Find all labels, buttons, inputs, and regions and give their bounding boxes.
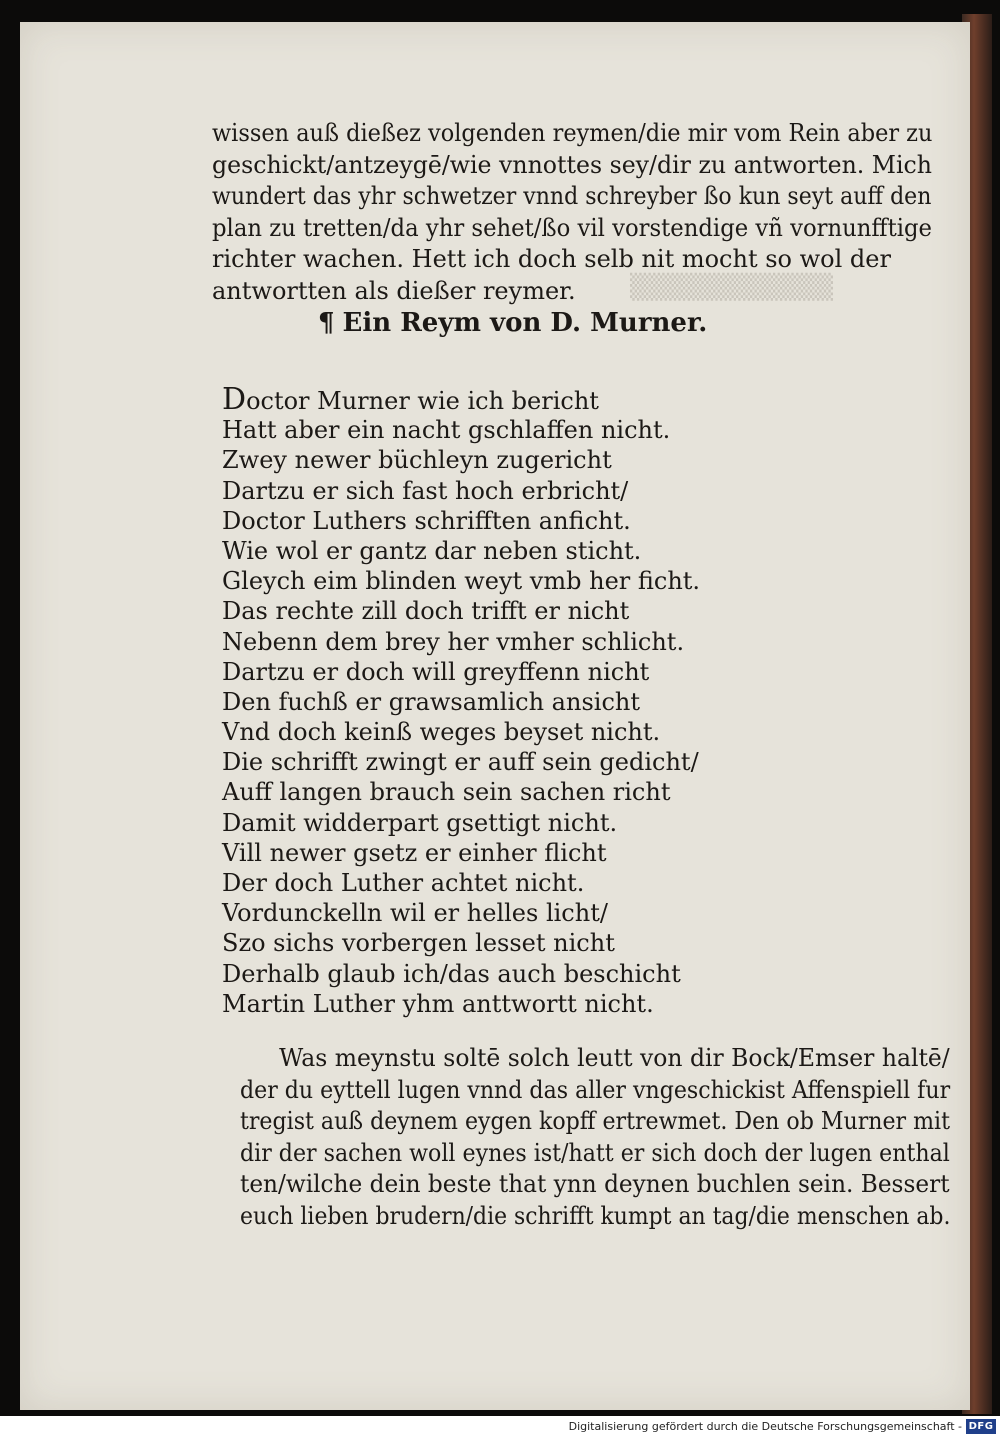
poem-line: Hatt aber ein nacht gschlaffen nicht. [222,416,671,445]
poem-line: Damit widderpart gsettigt nicht. [222,808,618,837]
poem-line: Auff langen brauch sein sachen richt [222,778,671,807]
prose-line: wundert das yhr schwetzer vnnd schreyber ßo kun seyt auff den [212,182,932,210]
prose-line: Was meynstu soltē solch leutt von dir Bock/Emser haltē/ [279,1044,950,1072]
poem-line: Doctor Luthers schrifften anficht. [222,506,631,535]
prose-bottom [240,1043,950,1232]
funding-credit: Digitalisierung gefördert durch die Deutsche Forschungsgemeinschaft - [568,1420,962,1433]
prose-line: plan zu tretten/da yhr sehet/ßo vil vorstendige vñ vornunfftige [212,213,932,242]
poem-line: Dartzu er doch will greyffenn nicht [222,657,650,686]
poem-line: Vnd doch keinß weges beyset nicht. [222,718,661,747]
dfg-logo: DFG [966,1419,996,1434]
poem-line: Vill newer gsetz er einher flicht [222,838,607,867]
poem-line: Vordunckelln wil er helles licht/ [222,899,608,928]
poem-heading-text: Ein Reym von D. Murner. [342,308,708,338]
poem-line: Wie wol er gantz dar neben sticht. [222,536,642,565]
poem-line: Martin Luther yhm anttwortt nicht. [222,989,654,1018]
poem-line: Derhalb glaub ich/das auch beschicht [222,959,681,988]
prose-line: dir der sachen woll eynes ist/hatt er sich doch der lugen enthal [240,1138,950,1167]
poem-line: Nebenn dem brey her vmher schlicht. [222,627,685,656]
footer-bar [0,1416,1000,1438]
bleed-through-text: ▒▒▒▒▒▒▒▒▒▒▒ [630,273,834,301]
prose-line: antwortten als dießer reymer. [212,276,576,305]
prose-line: ten/wilche dein beste that ynn deynen buchlen sein. Bessert [240,1170,950,1198]
poem-line: Zwey newer büchleyn zugericht [222,446,612,475]
prose-line: der du eyttell lugen vnnd das aller vngeschickist Affenspiell fur [240,1075,951,1104]
prose-line: tregist auß deynem eygen kopff ertrewmet. Den ob Murner mit [240,1107,950,1135]
poem-heading [318,308,707,338]
prose-line: geschickt/antzeygē/wie vnnottes sey/dir zu antworten. Mich [212,150,932,179]
poem-line: Doctor Murner wie ich bericht [222,382,599,417]
prose-line: euch lieben brudern/die schrifft kumpt an tag/die menschen ab. [240,1201,951,1230]
prose-line: richter wachen. Hett ich doch selb nit mocht so wol der [212,245,891,273]
prose-line: wissen auß dießez volgenden reymen/die mir vom Rein aber zu [212,119,933,147]
pilcrow-icon: ¶ [318,308,335,338]
poem-line: Den fuchß er grawsamlich ansicht [222,687,640,716]
poem-line: Die schrifft zwingt er auff sein gedicht/ [222,748,699,777]
prose-top [212,118,932,307]
poem-line: Gleych eim blinden weyt vmb her ficht. [222,567,701,596]
poem-line: Szo sichs vorbergen lesset nicht [222,929,615,958]
poem-line: Das rechte zill doch trifft er nicht [222,597,630,626]
poem [222,382,701,1019]
poem-line: Dartzu er sich fast hoch erbricht/ [222,476,629,505]
poem-line: Der doch Luther achtet nicht. [222,869,585,897]
